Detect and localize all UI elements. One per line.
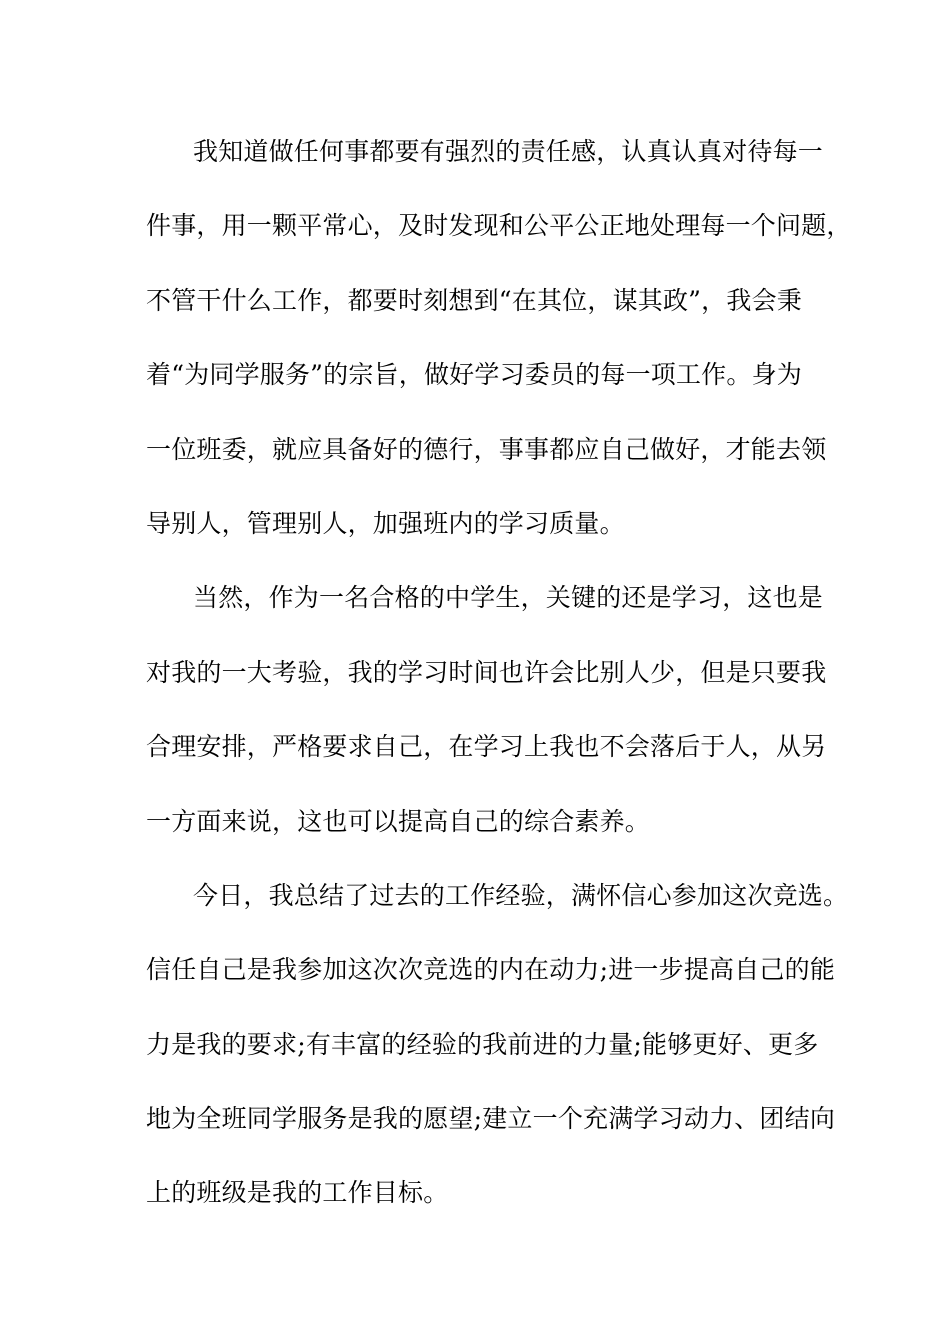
- paragraph-3-line-5: 上的班级是我的工作目标。: [146, 1178, 449, 1208]
- paragraph-2-line-3: 合理安排，严格要求自己，在学习上我也不会落后于人，从另: [146, 732, 827, 762]
- paragraph-1-line-3: 不管干什么工作，都要时刻想到“在其位，谋其政”，我会秉: [146, 285, 802, 315]
- document-body: [146, 128, 852, 1244]
- paragraph-1-line-5: 一位班委，就应具备好的德行，事事都应自己做好，才能去领: [146, 434, 827, 464]
- paragraph-3-line-2: 信任自己是我参加这次次竞选的内在动力;进一步提高自己的能: [146, 955, 836, 985]
- paragraph-1-line-4: 着“为同学服务”的宗旨，做好学习委员的每一项工作。身为: [146, 360, 802, 390]
- paragraph-3-line-3: 力是我的要求;有丰富的经验的我前进的力量;能够更好、更多: [146, 1029, 819, 1059]
- paragraph-2-line-4: 一方面来说，这也可以提高自己的综合素养。: [146, 806, 651, 836]
- paragraph-3-line-1: 今日，我总结了过去的工作经验，满怀信心参加这次竞选。: [193, 880, 849, 910]
- paragraph-2-line-2: 对我的一大考验，我的学习时间也许会比别人少，但是只要我: [146, 657, 827, 687]
- paragraph-1-line-6: 导别人，管理别人，加强班内的学习质量。: [146, 508, 625, 538]
- paragraph-1-line-1: 我知道做任何事都要有强烈的责任感，认真认真对待每一: [193, 137, 824, 166]
- paragraph-1-line-2: 件事，用一颗平常心，及时发现和公平公正地处理每一个问题，: [146, 211, 852, 241]
- paragraph-2-line-1: 当然，作为一名合格的中学生，关键的还是学习，这也是: [193, 583, 824, 613]
- paragraph-3-line-4: 地为全班同学服务是我的愿望;建立一个充满学习动力、团结向: [146, 1104, 836, 1134]
